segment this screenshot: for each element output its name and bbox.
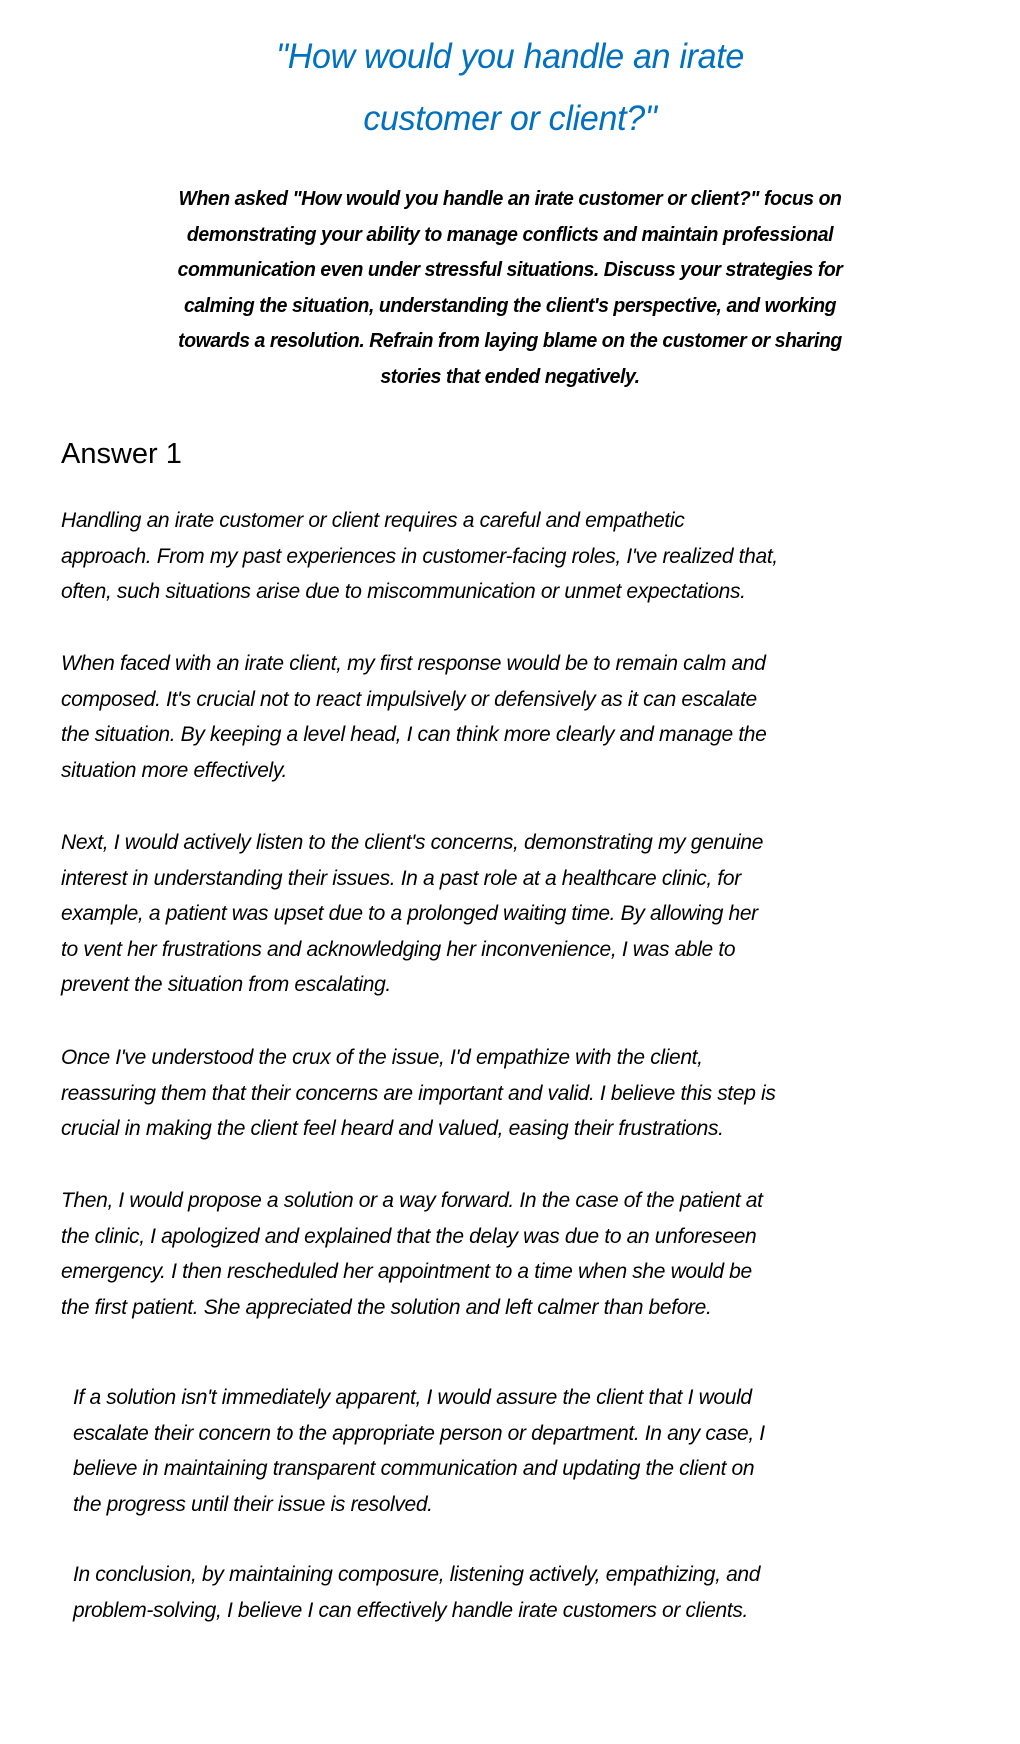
answer-paragraph bbox=[73, 1380, 765, 1522]
intro-line: towards a resolution. Refrain from laying blame on the customer or sharing bbox=[178, 330, 842, 352]
paragraph-line: the first patient. She appreciated the solution and left calmer than before. bbox=[61, 1295, 712, 1319]
intro-line: calming the situation, understanding the client's perspective, and working bbox=[183, 294, 837, 317]
paragraph-line: prevent the situation from escalating. bbox=[61, 973, 391, 997]
paragraph-line: problem-solving, I believe I can effectively handle irate customers or clients. bbox=[73, 1598, 749, 1622]
answer-paragraph bbox=[61, 1183, 763, 1325]
page-title bbox=[0, 26, 1020, 150]
paragraph-line: Next, I would actively listen to the client's concerns, demonstrating my genuine bbox=[61, 831, 764, 854]
paragraph-line: Then, I would propose a solution or a way forward. In the case of the patient at bbox=[61, 1189, 763, 1212]
paragraph-line: Handling an irate customer or client requires a careful and empathetic bbox=[61, 509, 685, 532]
answer-paragraph bbox=[73, 1557, 760, 1628]
paragraph-line: crucial in making the client feel heard and valued, easing their frustrations. bbox=[61, 1117, 724, 1141]
answer-paragraph bbox=[61, 646, 766, 788]
paragraph-line: the progress until their issue is resolved. bbox=[73, 1492, 433, 1516]
paragraph-line: the clinic, I apologized and explained that the delay was due to an unforeseen bbox=[61, 1224, 757, 1248]
title-line: customer or client?" bbox=[363, 99, 657, 138]
paragraph-line: If a solution isn't immediately apparent, I would assure the client that I would bbox=[73, 1386, 752, 1409]
answer-paragraph bbox=[61, 503, 778, 610]
answer-paragraph bbox=[61, 1040, 776, 1147]
paragraph-line: reassuring them that their concerns are important and valid. I believe this step is bbox=[61, 1081, 776, 1105]
title-line: "How would you handle an irate bbox=[275, 37, 745, 76]
intro-line: When asked "How would you handle an irate customer or client?" focus on bbox=[178, 188, 842, 210]
paragraph-line: often, such situations arise due to miscommunication or unmet expectations. bbox=[61, 580, 746, 604]
paragraph-line: to vent her frustrations and acknowledging her inconvenience, I was able to bbox=[61, 937, 736, 961]
paragraph-line: composed. It's crucial not to react impulsively or defensively as it can escalate bbox=[61, 687, 757, 711]
paragraph-line: Once I've understood the crux of the issue, I'd empathize with the client, bbox=[61, 1046, 703, 1069]
intro-line: demonstrating your ability to manage conflicts and maintain professional bbox=[186, 223, 834, 246]
paragraph-line: emergency. I then rescheduled her appointment to a time when she would be bbox=[61, 1260, 752, 1284]
paragraph-line: the situation. By keeping a level head, I can think more clearly and manage the bbox=[61, 723, 767, 747]
paragraph-line: In conclusion, by maintaining composure, listening actively, empathizing, and bbox=[73, 1563, 761, 1586]
intro-line: stories that ended negatively. bbox=[380, 365, 640, 388]
intro-guidance bbox=[0, 182, 1020, 395]
paragraph-line: approach. From my past experiences in customer-facing roles, I've realized that, bbox=[61, 544, 778, 568]
paragraph-line: When faced with an irate client, my first response would be to remain calm and bbox=[61, 652, 766, 675]
answer-paragraph bbox=[61, 825, 763, 1003]
paragraph-line: believe in maintaining transparent communication and updating the client on bbox=[73, 1457, 755, 1481]
paragraph-line: interest in understanding their issues. In a past role at a healthcare clinic, for bbox=[61, 866, 741, 890]
paragraph-line: situation more effectively. bbox=[61, 758, 287, 782]
answer-heading: Answer 1 bbox=[61, 438, 182, 470]
paragraph-line: escalate their concern to the appropriate person or department. In any case, I bbox=[73, 1421, 765, 1445]
intro-line: communication even under stressful situations. Discuss your strategies for bbox=[177, 259, 843, 281]
paragraph-line: example, a patient was upset due to a prolonged waiting time. By allowing her bbox=[61, 902, 758, 926]
